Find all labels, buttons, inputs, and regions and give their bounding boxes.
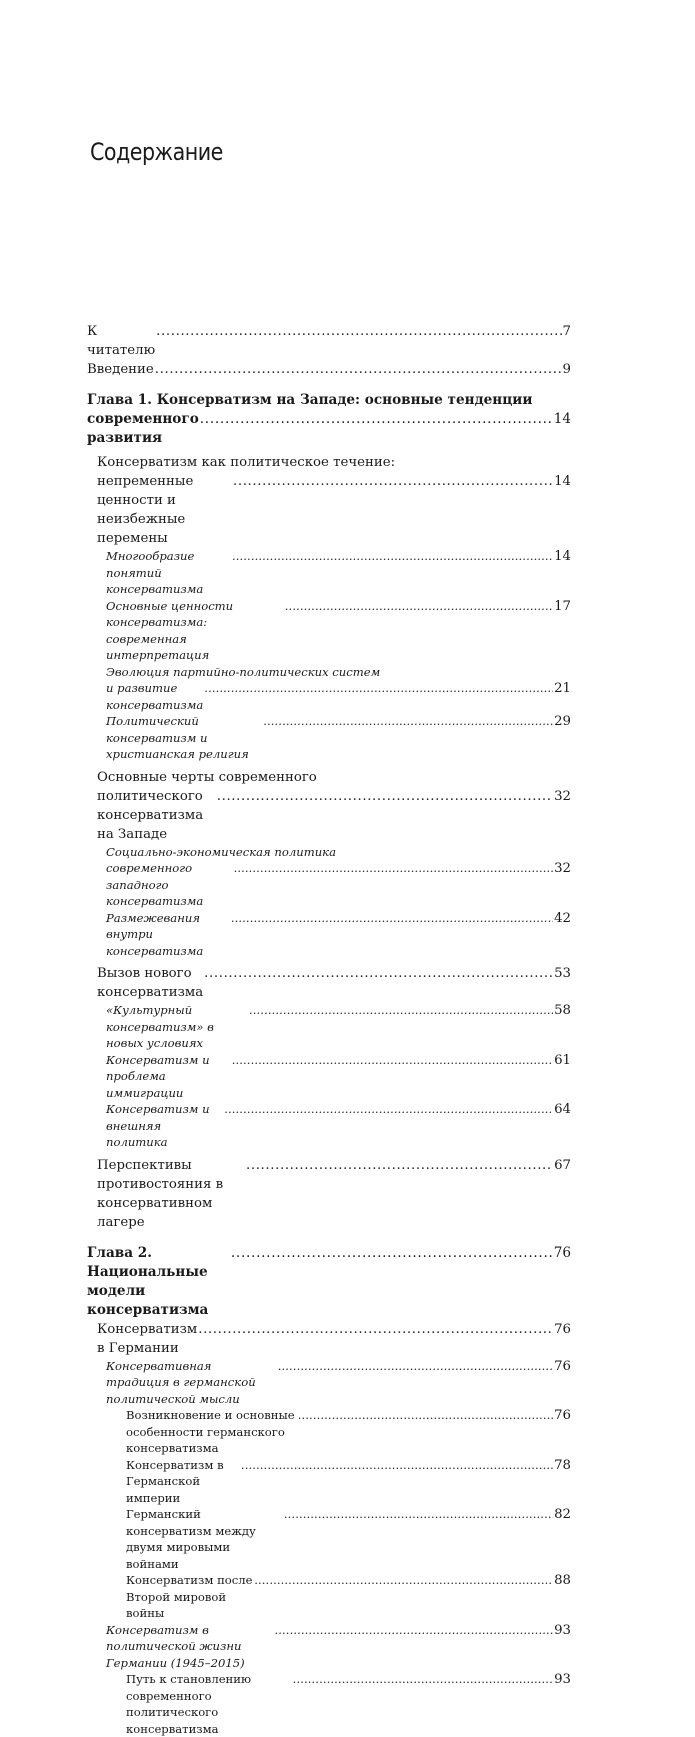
toc-page-number: 21: [554, 681, 571, 696]
toc-entry-1-3-3[interactable]: [87, 1101, 571, 1151]
toc-page-number: 32: [554, 788, 571, 804]
page-title: Содержание: [90, 138, 223, 166]
toc-page-number: 9: [562, 362, 571, 377]
leader-dots: [275, 1622, 554, 1639]
toc-page-number: 93: [554, 1672, 571, 1687]
toc-entry-1-2-2[interactable]: [87, 910, 571, 960]
toc-entry-text: политического консерватизма на Западе: [97, 788, 204, 842]
toc-entry-text: Политический консерватизм и христианская религия: [106, 714, 249, 761]
toc-entry-text: К читателю: [87, 324, 156, 358]
leader-dots: [293, 1671, 553, 1688]
toc-entry-1-3-2[interactable]: [87, 1052, 571, 1102]
toc-entry-1-3-1[interactable]: [87, 1002, 571, 1052]
toc-entry-text: непременные ценности и неизбежные перемены: [97, 474, 194, 546]
toc-entry-text: Возникновение и основные особенности германского консерватизма: [126, 1408, 295, 1455]
toc-page-number: 76: [554, 1358, 571, 1374]
chapter-1-title-line1: Глава 1. Консерватизм на Западе: основные тенденции: [87, 392, 533, 408]
toc-entry-chapter-1[interactable]: [87, 410, 571, 448]
leader-dots: [254, 1572, 553, 1589]
toc-page-number: 53: [554, 966, 571, 981]
leader-dots: [204, 680, 553, 697]
toc-page-number: 88: [554, 1573, 571, 1588]
toc-entry-text: Консерватизм в Германской империи: [126, 1457, 224, 1505]
toc-entry-text: Введение: [87, 362, 154, 377]
leader-dots: [278, 1358, 553, 1375]
toc-page-number: 14: [554, 549, 571, 564]
toc-page-number: 61: [554, 1052, 571, 1068]
toc-entry-text: Консерватизм в Германии: [97, 1321, 198, 1356]
toc-entry-introduction[interactable]: [87, 360, 571, 379]
leader-dots: [246, 1156, 553, 1175]
toc-page-number: 32: [554, 861, 571, 876]
leader-dots: [233, 472, 553, 491]
toc-entry-text: современного развития: [87, 411, 199, 446]
section-1-1-line1: Консерватизм как политическое течение:: [97, 455, 396, 470]
section-1-2-line1: Основные черты современного: [97, 769, 317, 785]
toc-entry-1-2-1[interactable]: [87, 860, 571, 910]
toc-entry-section-1-1[interactable]: [87, 472, 571, 548]
leader-dots: [224, 1101, 553, 1118]
toc-page-number: 82: [554, 1507, 571, 1522]
toc-entry-1-1-1[interactable]: [87, 548, 571, 598]
leader-dots: [232, 548, 553, 565]
toc-entry-section-1-4[interactable]: [87, 1156, 571, 1232]
toc-entry-text: Консерватизм и проблема иммиграции: [106, 1052, 210, 1100]
toc-entry-text: Консерватизм и внешняя политика: [106, 1102, 210, 1149]
toc-entry-2-1-1-3[interactable]: [87, 1506, 571, 1572]
toc-page-number: 76: [554, 1408, 571, 1423]
toc-entry-text: Консервативная традиция в германской политической мысли: [106, 1358, 256, 1406]
leader-dots: [198, 1320, 553, 1339]
toc-entry-text: современного западного консерватизма: [106, 861, 204, 908]
leader-dots: [241, 1457, 553, 1474]
leader-dots: [200, 410, 553, 429]
toc-entry-1-1-3[interactable]: [87, 680, 571, 713]
toc-entry-section-1-3[interactable]: [87, 964, 571, 1002]
leader-dots: [155, 360, 562, 379]
toc-page-number: 58: [554, 1003, 571, 1018]
toc-entry-2-1-2-1[interactable]: [87, 1671, 571, 1737]
toc-entry-1-1-3-line1: Эволюция партийно-политических систем: [106, 664, 381, 679]
leader-dots: [204, 964, 553, 983]
toc-page-number: 17: [554, 598, 571, 614]
leader-dots: [231, 910, 553, 927]
toc-entry-2-1-1-2[interactable]: [87, 1457, 571, 1507]
toc-entry-section-2-1[interactable]: [87, 1320, 571, 1358]
leader-dots: [234, 860, 554, 877]
toc-entry-2-1-1-4[interactable]: [87, 1572, 571, 1622]
toc-page-number: 64: [554, 1102, 571, 1117]
leader-dots: [263, 713, 553, 730]
toc-entry-1-1-4[interactable]: [87, 713, 571, 763]
toc-page-number: 78: [554, 1457, 571, 1473]
toc-page-number: 29: [554, 714, 571, 729]
toc-entry-2-1-1[interactable]: [87, 1358, 571, 1408]
toc-entry-text: Путь к становлению современного политического консерватизма: [126, 1672, 252, 1736]
toc-entry-1-2-1-line1: Социально-экономическая политика: [106, 844, 336, 859]
toc-page-number: 76: [553, 1244, 571, 1261]
toc-entry-text: Основные ценности консерватизма: современная интерпретация: [106, 598, 234, 662]
toc-entry-2-1-2[interactable]: [87, 1622, 571, 1672]
toc-page-number: 42: [554, 910, 571, 926]
leader-dots: [298, 1407, 553, 1424]
toc-entry-text: Многообразие понятий консерватизма: [106, 549, 204, 596]
toc-page-number: 93: [554, 1622, 571, 1638]
toc-entry-text: Консерватизм после Второй мировой войны: [126, 1573, 253, 1620]
leader-dots: [249, 1002, 553, 1019]
leader-dots: [285, 598, 553, 615]
table-of-contents: [87, 322, 571, 1737]
toc-entry-text: и развитие консерватизма: [106, 681, 204, 712]
toc-entry-text: Консерватизм в политической жизни Германии (1945–2015): [106, 1622, 245, 1670]
leader-dots: [284, 1506, 553, 1523]
toc-page-number: 14: [553, 411, 571, 427]
toc-entry-text: Глава 2. Национальные модели консерватизма: [87, 1244, 209, 1318]
toc-page-number: 76: [554, 1321, 571, 1337]
toc-page-number: 67: [554, 1157, 571, 1173]
toc-entry-text: Размежевания внутри консерватизма: [106, 910, 204, 958]
toc-entry-text: Германский консерватизм между двумя мировыми войнами: [126, 1507, 256, 1571]
toc-entry-to-reader[interactable]: [87, 322, 571, 360]
toc-entry-section-1-2[interactable]: [87, 787, 571, 844]
leader-dots: [231, 1244, 553, 1263]
toc-entry-1-1-2[interactable]: [87, 598, 571, 664]
toc-entry-text: Вызов нового консерватизма: [97, 966, 204, 1000]
toc-entry-2-1-1-1[interactable]: [87, 1407, 571, 1457]
toc-page-number: 7: [562, 324, 571, 339]
toc-entry-chapter-2[interactable]: [87, 1244, 571, 1320]
toc-entry-text: Перспективы противостояния в консервативном лагере: [97, 1157, 224, 1230]
leader-dots: [156, 322, 561, 341]
toc-page-number: 14: [554, 474, 571, 489]
toc-entry-text: «Культурный консерватизм» в новых условиях: [106, 1003, 214, 1050]
leader-dots: [217, 787, 553, 806]
leader-dots: [232, 1052, 553, 1069]
